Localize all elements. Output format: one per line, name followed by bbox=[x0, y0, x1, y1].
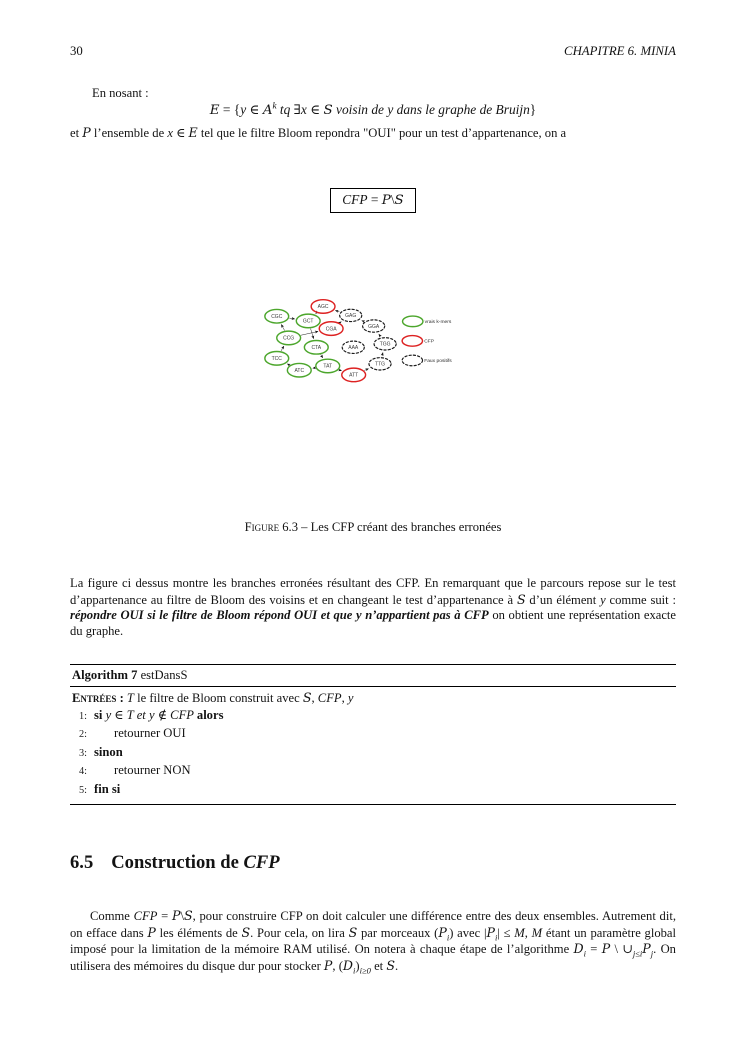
svg-text:TCC: TCC bbox=[271, 356, 282, 363]
graph-edge-CCG-CGC bbox=[281, 325, 284, 331]
svg-text:AGC: AGC bbox=[317, 304, 329, 311]
graph-edge-GCT-CTA bbox=[311, 329, 314, 339]
section-heading-6-5 bbox=[70, 852, 676, 874]
line-content: retourner OUI bbox=[114, 726, 186, 741]
graph-node-AGC bbox=[311, 300, 335, 314]
algorithm-inputs: Entrées : T le filtre de Bloom construit avec S, CFP, y bbox=[72, 690, 354, 705]
graph-node-CTA bbox=[304, 340, 328, 354]
algorithm-line bbox=[70, 707, 676, 725]
graph-nodes bbox=[265, 300, 396, 382]
graph-node-GGA bbox=[363, 320, 385, 332]
graph-edge-ATT-TTG bbox=[364, 369, 368, 371]
graph-edge-TTG-TGG bbox=[382, 353, 383, 356]
intro-after-equation: et P l’ensemble de x ∈ E tel que le filtre Bloom repondra "OUI" pour un test d’appartenance, on a bbox=[70, 125, 567, 140]
graph-node-ATC bbox=[287, 363, 311, 377]
line-number: 3: bbox=[78, 747, 87, 759]
line-content: sinon bbox=[94, 744, 123, 759]
svg-text:Faux positifs: Faux positifs bbox=[424, 359, 452, 365]
algorithm-7-estDansS bbox=[70, 664, 676, 805]
graph-edge-AGC-GCT bbox=[316, 313, 317, 314]
graph-edge-TCC-CCG bbox=[281, 346, 284, 351]
line-content: fin si bbox=[94, 781, 121, 796]
svg-text:CTA: CTA bbox=[311, 345, 322, 352]
line-content: si y ∈ T et y ∉ CFP alors bbox=[94, 708, 224, 722]
line-number: 4: bbox=[78, 766, 87, 778]
running-head: CHAPITRE 6. MINIA bbox=[564, 44, 676, 58]
page-header bbox=[70, 44, 676, 59]
intro-lead: En nosant : bbox=[92, 86, 149, 100]
figure-graph-svg bbox=[130, 295, 670, 513]
graph-node-CGC bbox=[265, 309, 289, 323]
graph-edge-GGA-GAG bbox=[362, 321, 364, 322]
graph-edge-CGC-GCT bbox=[289, 318, 294, 319]
svg-text:ATT: ATT bbox=[349, 372, 359, 379]
svg-text:GGA: GGA bbox=[368, 323, 380, 330]
line-number: 1: bbox=[78, 711, 87, 722]
algorithm-line bbox=[70, 744, 676, 762]
paragraph-construction-cfp: Comme CFP = P\S, pour construire CFP on doit calculer une différence entre des deux ensembles. Autrement dit, on efface dans P les éléments de S. Pour cela, on lira S par morceaux $(P_i)$ avec $|P_i| \le M$, M étant un paramètre global imposé pour la limitation de la mémoire RAM utilisé. On notera à chaque étape de l’algorithme $D_i = P$ \ $\cup_{j\le i}P_j$. On utilisera des mémoires du disque dur pour stocker P, $(D_i)_{i\ge 0}$ et S. bbox=[70, 908, 676, 976]
line-number: 5: bbox=[78, 784, 87, 796]
graph-edge-TGG-GGA bbox=[379, 334, 381, 336]
figure-legend bbox=[402, 316, 452, 366]
graph-edge-CTA-TAT bbox=[321, 355, 323, 358]
graph-edge-GAG-AGC bbox=[335, 310, 339, 311]
svg-text:CGC: CGC bbox=[271, 314, 283, 321]
page-number: 30 bbox=[70, 44, 83, 58]
svg-text:GAG: GAG bbox=[345, 313, 357, 320]
graph-node-CGA bbox=[319, 322, 343, 336]
paragraph-branches-erronees: La figure ci dessus montre les branches erronées résultant des CFP. En remarquant que le parcours repose sur le test d’appartenance au filtre de Bloom des voisins et en changeant le test d’appartenance à S d’un élément y comme suit : répondre OUI si le filtre de Bloom répond OUI et que y n’appartient pas à CFP on obtient une représentation exacte du graphe. bbox=[70, 576, 677, 638]
graph-edge-CGA-GAG bbox=[340, 322, 342, 323]
svg-text:TGG: TGG bbox=[379, 341, 391, 348]
svg-text:CCG: CCG bbox=[283, 335, 295, 342]
graph-node-ATT bbox=[342, 368, 366, 382]
graph-node-GCT bbox=[296, 314, 320, 328]
graph-node-TTG bbox=[369, 358, 391, 370]
algorithm-line bbox=[70, 725, 676, 743]
svg-text:TAT: TAT bbox=[323, 363, 333, 370]
svg-text:TTG: TTG bbox=[375, 361, 386, 368]
graph-node-CCG bbox=[277, 331, 301, 345]
legend-item-fp bbox=[402, 355, 452, 366]
graph-node-AAA bbox=[342, 341, 364, 353]
algorithm-line bbox=[70, 762, 676, 780]
cfp-formula-box: CFP = P\S bbox=[330, 188, 415, 213]
graph-node-TCC bbox=[265, 352, 289, 366]
svg-text:CFP: CFP bbox=[424, 339, 435, 345]
figure-caption: Figure 6.3 – Les CFP créant des branches erronées bbox=[244, 520, 502, 534]
section-number: 6.5 bbox=[70, 852, 94, 873]
graph-edge-TAT-ATT bbox=[339, 370, 342, 371]
section-title: Construction de CFP bbox=[111, 852, 280, 873]
boxed-formula-wrap bbox=[70, 188, 676, 213]
line-number: 2: bbox=[78, 729, 87, 741]
graph-node-TAT bbox=[316, 359, 340, 373]
algorithm-title: Algorithm 7 estDansS bbox=[70, 665, 676, 687]
graph-edge-ATC-TCC bbox=[287, 364, 289, 365]
equation-E-definition: E = {y ∈ $A^k$ tq ∃x ∈ S voisin de y dans le graphe de Bruijn} bbox=[209, 100, 537, 118]
algorithm-line bbox=[70, 781, 676, 799]
algorithm-lines bbox=[70, 707, 676, 804]
legend-item-cfp bbox=[402, 336, 435, 347]
svg-text:vrais k-mers: vrais k-mers bbox=[424, 320, 452, 326]
line-content: retourner NON bbox=[114, 763, 191, 778]
graph-edge-CCG-CGA bbox=[301, 331, 318, 335]
svg-text:AAA: AAA bbox=[348, 345, 359, 352]
svg-text:GCT: GCT bbox=[302, 318, 314, 325]
svg-text:ATC: ATC bbox=[294, 368, 305, 375]
legend-item-true bbox=[403, 316, 452, 327]
graph-node-TGG bbox=[374, 338, 396, 350]
graph-node-GAG bbox=[340, 309, 362, 321]
svg-text:CGA: CGA bbox=[325, 326, 337, 333]
